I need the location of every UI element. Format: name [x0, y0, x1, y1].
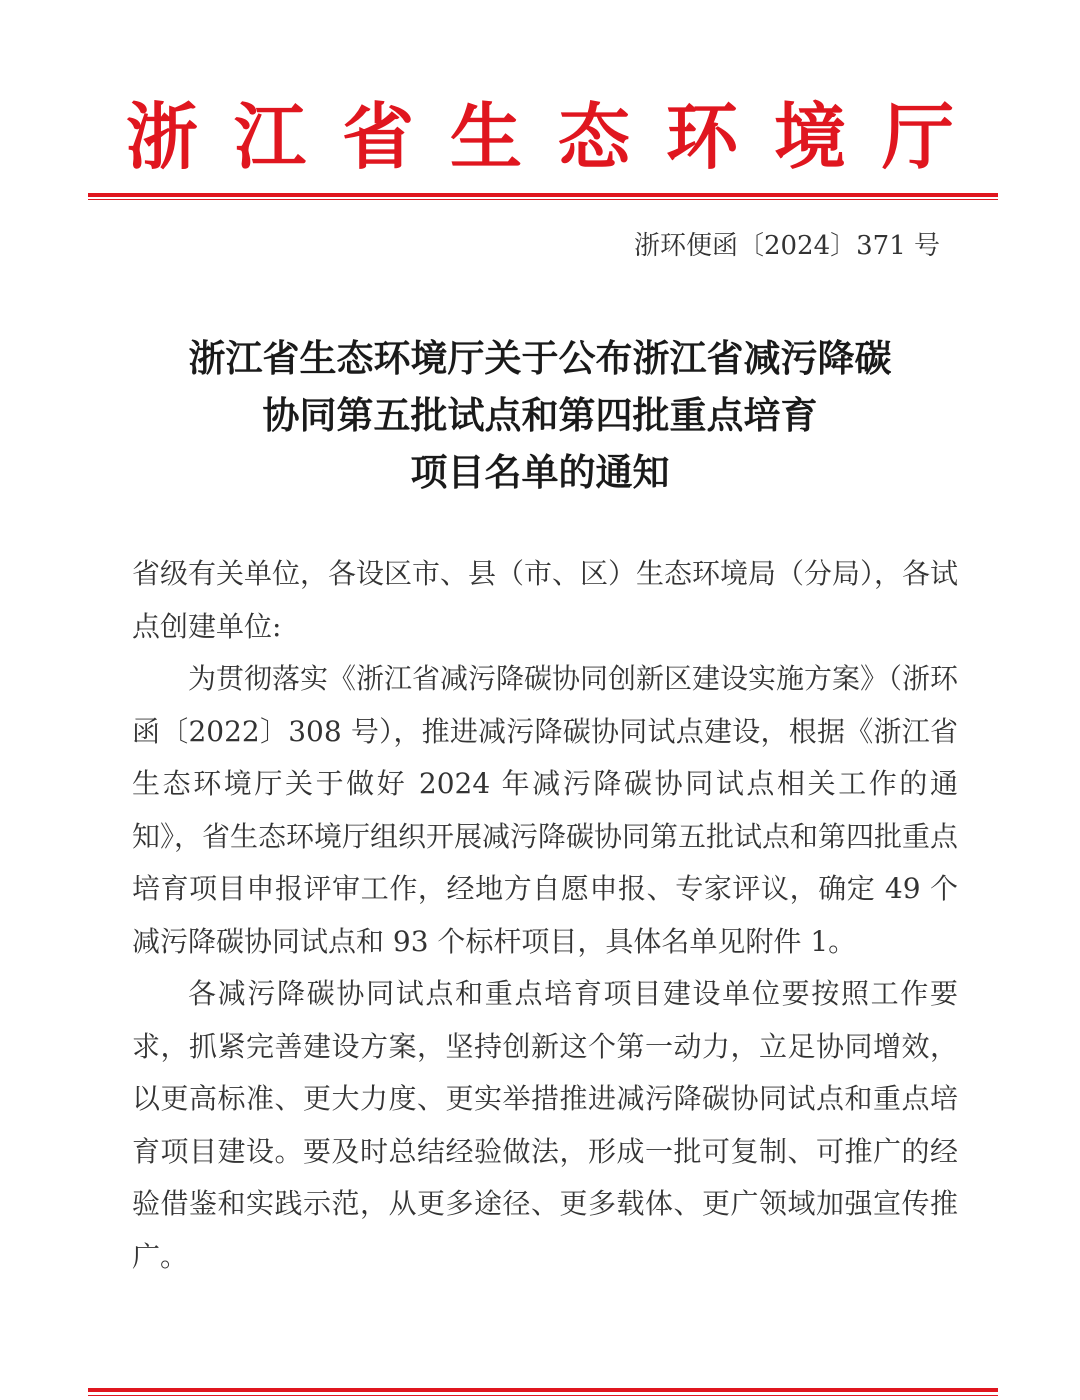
footer-rule-thick: [88, 1388, 998, 1392]
agency-masthead: 浙江省生态环境厅: [125, 94, 990, 179]
notice-body: [132, 548, 958, 1283]
body-paragraph-2: 各减污降碳协同试点和重点培育项目建设单位要按照工作要求，抓紧完善建设方案，坚持创新这个第一动力，立足协同增效，以更高标准、更大力度、更实举措推进减污降碳协同试点和重点培育项目建设。要及时总结经验做法，形成一批可复制、可推广的经验借鉴和实践示范，从更多途径、更多载体、更广领域加强宣传推广。: [132, 977, 958, 1273]
salutation: 省级有关单位，各设区市、县（市、区）生态环境局（分局），各试点创建单位:: [132, 557, 959, 643]
title-line-2: 协同第五批试点和第四批重点培育: [262, 393, 818, 437]
notice-title: [60, 330, 1020, 501]
footer-rule-thin: [88, 1395, 998, 1396]
title-line-1: 浙江省生态环境厅关于公布浙江省减污降碳: [188, 336, 892, 380]
body-paragraph-1: 为贯彻落实《浙江省减污降碳协同创新区建设实施方案》（浙环函〔2022〕308 号），推进减污降碳协同试点建设，根据《浙江省生态环境厅关于做好 2024 年减污降碳协同试点相关工作的通知》，省生态环境厅组织开展减污降碳协同第五批试点和第四批重点培育项目申报评审工作，经地方自愿申报、专家评议，确定 49 个减污降碳协同试点和 93 个标杆项目，具体名单见附件 1。: [132, 662, 959, 958]
title-line-3: 项目名单的通知: [410, 450, 670, 494]
document-number: 浙环便函〔2024〕371 号: [633, 231, 940, 261]
masthead-rule-thick: [88, 193, 998, 197]
masthead-rule-thin: [88, 199, 998, 200]
